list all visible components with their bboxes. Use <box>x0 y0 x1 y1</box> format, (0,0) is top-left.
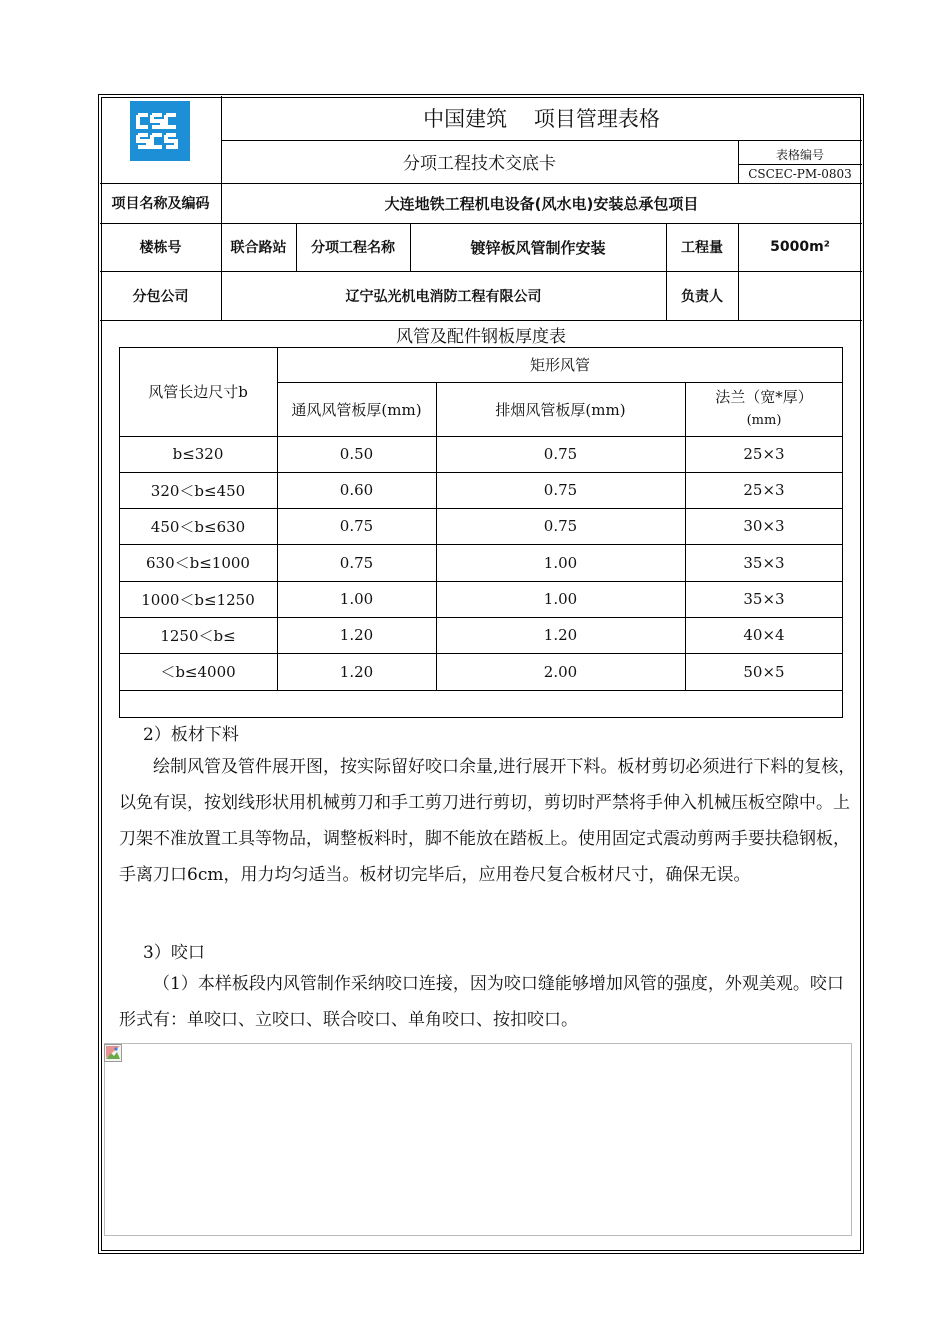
quantity-value: 5000m² <box>770 239 830 255</box>
table-cell-vent: 0.60 <box>339 481 374 499</box>
table-cell-size: 320＜b≤450 <box>150 481 246 500</box>
project-label: 项目名称及编码 <box>111 196 210 212</box>
table-cell-flange: 35×3 <box>743 553 785 572</box>
section3-paragraph <box>119 966 859 1038</box>
section2-paragraph <box>119 749 859 893</box>
section3-text: （1）本样板段内风管制作采纳咬口连接，因为咬口缝能够增加风管的强度，外观美观。咬口形式有：单咬口、立咬口、联合咬口、单角咬口、按扣咬口。 <box>119 974 844 1030</box>
broken-image-icon <box>104 1044 122 1062</box>
table-cell-size: 630＜b≤1000 <box>146 554 250 572</box>
table-cell-flange: 35×3 <box>743 590 785 608</box>
subcontractor-label: 分包公司 <box>132 288 189 305</box>
table-cell-vent: 1.00 <box>339 590 374 608</box>
image-placeholder <box>104 1043 852 1236</box>
tbl-row-line <box>119 690 843 691</box>
subcontractor-value: 辽宁弘光机电消防工程有限公司 <box>345 288 542 305</box>
col-flange-header-line2: (mm) <box>746 413 782 428</box>
table-cell-flange: 50×5 <box>743 662 785 681</box>
table-cell-smoke: 0.75 <box>543 445 578 463</box>
table-cell-smoke: 1.00 <box>543 553 578 572</box>
table-cell-smoke: 1.20 <box>543 626 578 644</box>
col-group-header: 矩形风管 <box>529 356 590 374</box>
table-cell-size: 450＜b≤630 <box>150 517 246 536</box>
table-cell-smoke: 0.75 <box>543 481 578 499</box>
responsible-label: 负责人 <box>681 288 723 305</box>
col-smoke-header: 排烟风管板厚(mm) <box>495 400 626 419</box>
project-value: 大连地铁工程机电设备(风水电)安装总承包项目 <box>384 194 699 213</box>
table-cell-flange: 40×4 <box>743 626 785 644</box>
building-value: 联合路站 <box>230 240 287 256</box>
subproject-value: 镀锌板风管制作安装 <box>470 238 606 257</box>
card-title: 分项工程技术交底卡 <box>403 154 556 174</box>
section2-text: 绘制风管及管件展开图，按实际留好咬口余量,进行展开下料。板材剪切必须进行下料的复核，以免有误，按划线形状用机械剪刀和手工剪刀进行剪切，剪切时严禁将手伸入机械压板空隙中。上刀架不准放置工具等物品，调整板料时，脚不能放在踏板上。使用固定式震动剪两手要扶稳钢板，手离刀口6cm，用力均匀适当。板材切完毕后，应用卷尺复合板材尺寸，确保无误。 <box>119 757 856 885</box>
company-title: 中国建筑 项目管理表格 <box>423 107 660 131</box>
col-flange-header <box>685 382 843 436</box>
subproject-label: 分项工程名称 <box>311 240 395 256</box>
table-cell-smoke: 1.00 <box>543 590 578 608</box>
col-vent-header: 通风风管板厚(mm) <box>291 400 422 419</box>
table-cell-size: 1000＜b≤1250 <box>141 590 255 609</box>
table-cell-flange: 30×3 <box>743 517 785 535</box>
table-cell-flange: 25×3 <box>743 481 785 499</box>
form-no-value: CSCEC-PM-0803 <box>748 167 852 181</box>
responsible-value <box>738 271 862 320</box>
section2-title: 2）板材下料 <box>143 725 239 745</box>
section3-title: 3）咬口 <box>143 943 205 963</box>
table-caption: 风管及配件钢板厚度表 <box>396 326 566 347</box>
quantity-label: 工程量 <box>681 240 723 256</box>
col-flange-header-line1: 法兰（宽*厚） <box>715 388 813 406</box>
table-cell-flange: 25×3 <box>743 445 785 463</box>
table-cell-vent: 0.50 <box>339 445 374 463</box>
table-cell-vent: 1.20 <box>339 662 374 681</box>
cscec-logo <box>130 101 190 161</box>
col-size-header: 风管长边尺寸b <box>148 383 248 401</box>
form-no-label: 表格编号 <box>775 148 824 162</box>
building-label: 楼栋号 <box>139 240 182 256</box>
table-cell-vent: 1.20 <box>339 626 374 644</box>
table-cell-smoke: 2.00 <box>543 662 578 681</box>
table-cell-size: ＜b≤4000 <box>160 663 236 681</box>
table-cell-vent: 0.75 <box>339 517 374 535</box>
table-cell-vent: 0.75 <box>339 553 374 572</box>
table-cell-smoke: 0.75 <box>543 517 578 535</box>
table-cell-size: b≤320 <box>172 445 224 463</box>
table-cell-size: 1250＜b≤ <box>160 626 236 645</box>
